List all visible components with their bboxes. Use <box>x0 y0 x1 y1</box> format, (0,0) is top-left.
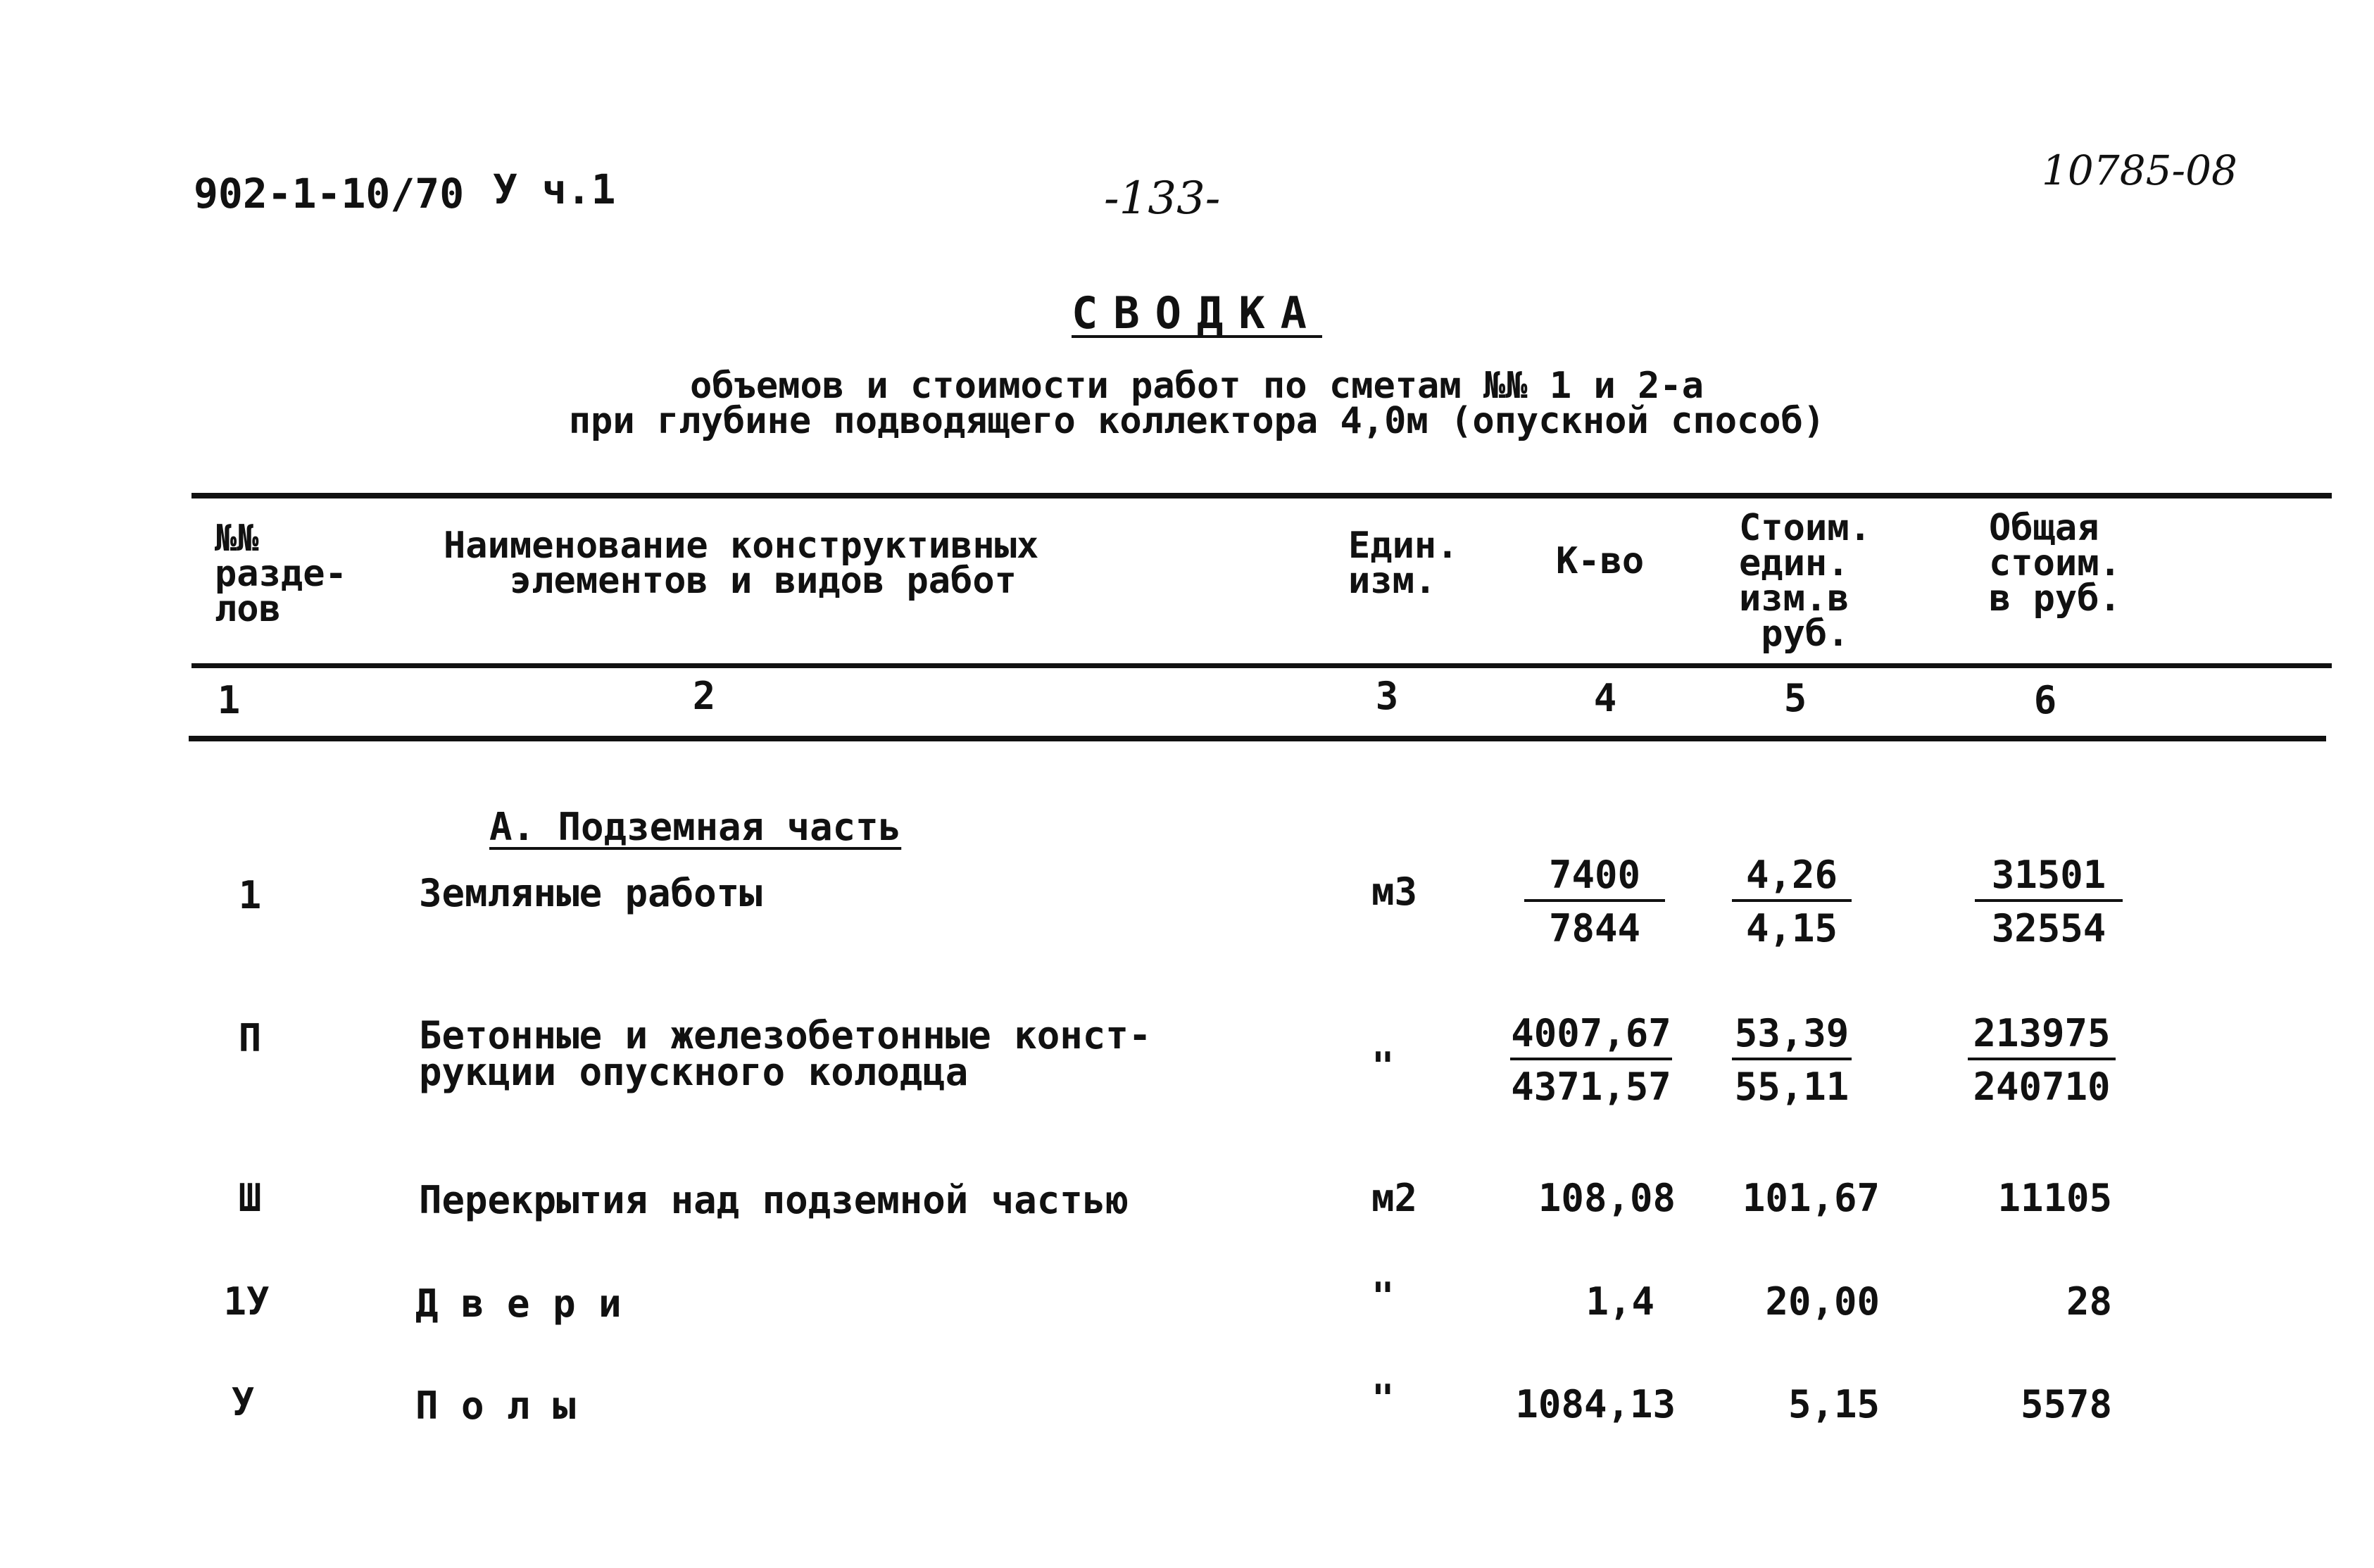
col-header-unit-price: Стоим. един. изм.в руб. <box>1739 507 1871 655</box>
unit: м2 <box>1371 1176 1418 1220</box>
col-header-name: Наименование конструктивных элементов и видов работ <box>444 525 1039 602</box>
row-number: Ш <box>238 1176 262 1220</box>
unit-price-value: 101,67 <box>1742 1176 1880 1220</box>
total-value: 32554 <box>1991 906 2106 951</box>
total-fraction <box>1957 1011 2126 1109</box>
total-value: 11105 <box>1997 1176 2112 1220</box>
col-header-section-no: №№ разде- лов <box>215 518 347 630</box>
work-name: П о л ы <box>415 1384 576 1428</box>
total-value: 213975 <box>1973 1011 2111 1055</box>
unit: " <box>1371 1044 1395 1089</box>
document-code: 902-1-10/70 <box>194 170 465 218</box>
unit-price-value: 4,26 <box>1745 853 1838 897</box>
total-fraction <box>1964 853 2133 951</box>
quantity-value: 108,08 <box>1538 1176 1676 1220</box>
row-number: П <box>238 1016 262 1060</box>
work-name: Перекрытия над подземной частью <box>419 1178 1129 1222</box>
unit-price-fraction <box>1721 853 1862 951</box>
section-title: А. Подземная часть <box>489 805 902 849</box>
quantity-fraction <box>1500 1011 1683 1109</box>
unit: " <box>1371 1274 1395 1319</box>
header-bottom-rule <box>191 663 2332 668</box>
column-number: 3 <box>1375 674 1399 718</box>
column-numbers-rule <box>189 736 2326 741</box>
unit-price-fraction <box>1718 1011 1866 1109</box>
page-number: -133- <box>1104 173 1221 225</box>
fraction-bar <box>1975 899 2123 902</box>
total-value: 28 <box>2066 1279 2112 1324</box>
fraction-bar <box>1524 899 1665 902</box>
document-part: У ч.1 <box>493 165 616 213</box>
fraction-bar <box>1510 1058 1672 1060</box>
row-number: 1У <box>223 1279 270 1324</box>
unit: " <box>1371 1376 1395 1421</box>
fraction-bar <box>1732 899 1852 902</box>
total-value: 5578 <box>2020 1382 2112 1426</box>
quantity-value: 1,4 <box>1585 1279 1654 1324</box>
quantity-value: 1084,13 <box>1515 1382 1676 1426</box>
work-name: Земляные работы <box>419 871 762 915</box>
column-number: 5 <box>1783 676 1807 720</box>
unit-price-value: 4,15 <box>1745 906 1838 951</box>
row-number: 1 <box>238 873 262 917</box>
quantity-value: 4007,67 <box>1511 1011 1671 1055</box>
work-name: Д в е р и <box>415 1281 622 1326</box>
unit-price-value: 5,15 <box>1788 1382 1880 1426</box>
column-number: 1 <box>217 678 241 722</box>
unit-price-value: 53,39 <box>1734 1011 1849 1055</box>
work-name: Бетонные и железобетонные конст- рукции опускного колодца <box>419 1013 1152 1094</box>
col-header-total: Общая стоим. в руб. <box>1989 507 2121 620</box>
col-header-quantity: К-во <box>1556 540 1645 582</box>
quantity-value: 7400 <box>1548 853 1641 897</box>
fraction-bar <box>1968 1058 2116 1060</box>
column-number: 4 <box>1593 676 1617 720</box>
row-number: У <box>231 1380 255 1424</box>
col-header-unit: Един. изм. <box>1348 525 1459 602</box>
quantity-value: 4371,57 <box>1511 1065 1671 1109</box>
subtitle-line-1: объемов и стоимости работ по сметам №№ 1 и 2-а <box>689 365 1704 407</box>
unit: м3 <box>1371 870 1418 914</box>
table-top-rule <box>191 493 2332 498</box>
unit-price-value: 20,00 <box>1765 1279 1880 1324</box>
column-number: 2 <box>692 674 716 718</box>
document-title: СВОДКА <box>1072 287 1322 339</box>
total-value: 240710 <box>1973 1065 2111 1109</box>
quantity-fraction <box>1514 853 1676 951</box>
quantity-value: 7844 <box>1548 906 1641 951</box>
unit-price-value: 55,11 <box>1734 1065 1849 1109</box>
fraction-bar <box>1732 1058 1852 1060</box>
total-value: 31501 <box>1991 853 2106 897</box>
archive-number: 10785-08 <box>2042 146 2237 194</box>
column-number: 6 <box>2033 678 2057 722</box>
subtitle-line-2: при глубине подводящего коллектора 4,0м (опускной способ) <box>568 400 1826 442</box>
